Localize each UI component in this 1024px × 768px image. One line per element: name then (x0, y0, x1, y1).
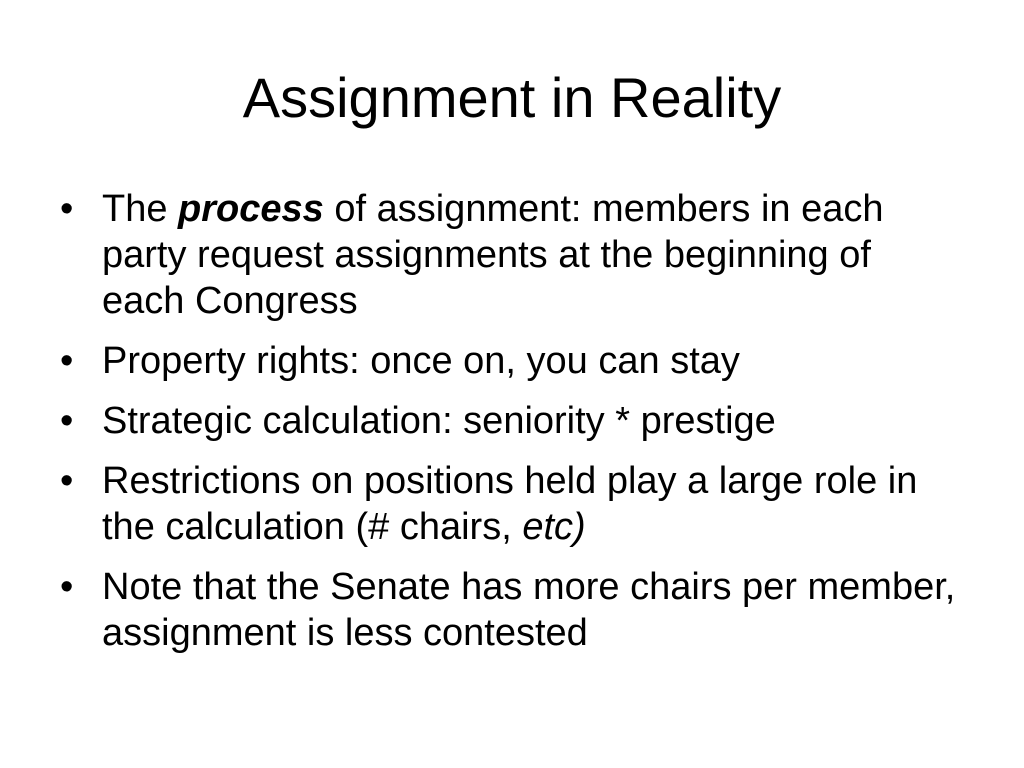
bullet-item-senate (58, 564, 958, 656)
emphasis-process: process (178, 188, 324, 230)
slide-title: Assignment in Reality (242, 66, 782, 129)
bullet-text: Restrictions on positions held play a large role in the calculation (# chairs, (102, 460, 918, 548)
bullet-text: Strategic calculation: seniority * prestige (102, 400, 776, 442)
bullet-text: Property rights: once on, you can stay (102, 340, 740, 382)
bullet-item-restrictions (58, 458, 958, 550)
bullet-text: The (102, 188, 179, 230)
bullet-item-property-rights (58, 338, 958, 384)
bullet-marker: • (60, 460, 74, 502)
bullet-marker: • (60, 400, 74, 442)
bullet-text: Note that the Senate has more chairs per member, assignment is less contested (102, 566, 956, 654)
bullet-marker: • (60, 188, 74, 230)
bullet-list (58, 186, 958, 670)
bullet-item-strategic-calculation (58, 398, 958, 444)
bullet-marker: • (60, 566, 74, 608)
bullet-marker: • (60, 340, 74, 382)
bullet-text: of assignment: members in each party request assignments at the beginning of each Congress (102, 188, 884, 322)
bullet-item-process (58, 186, 958, 324)
emphasis-etc: etc) (522, 506, 586, 548)
